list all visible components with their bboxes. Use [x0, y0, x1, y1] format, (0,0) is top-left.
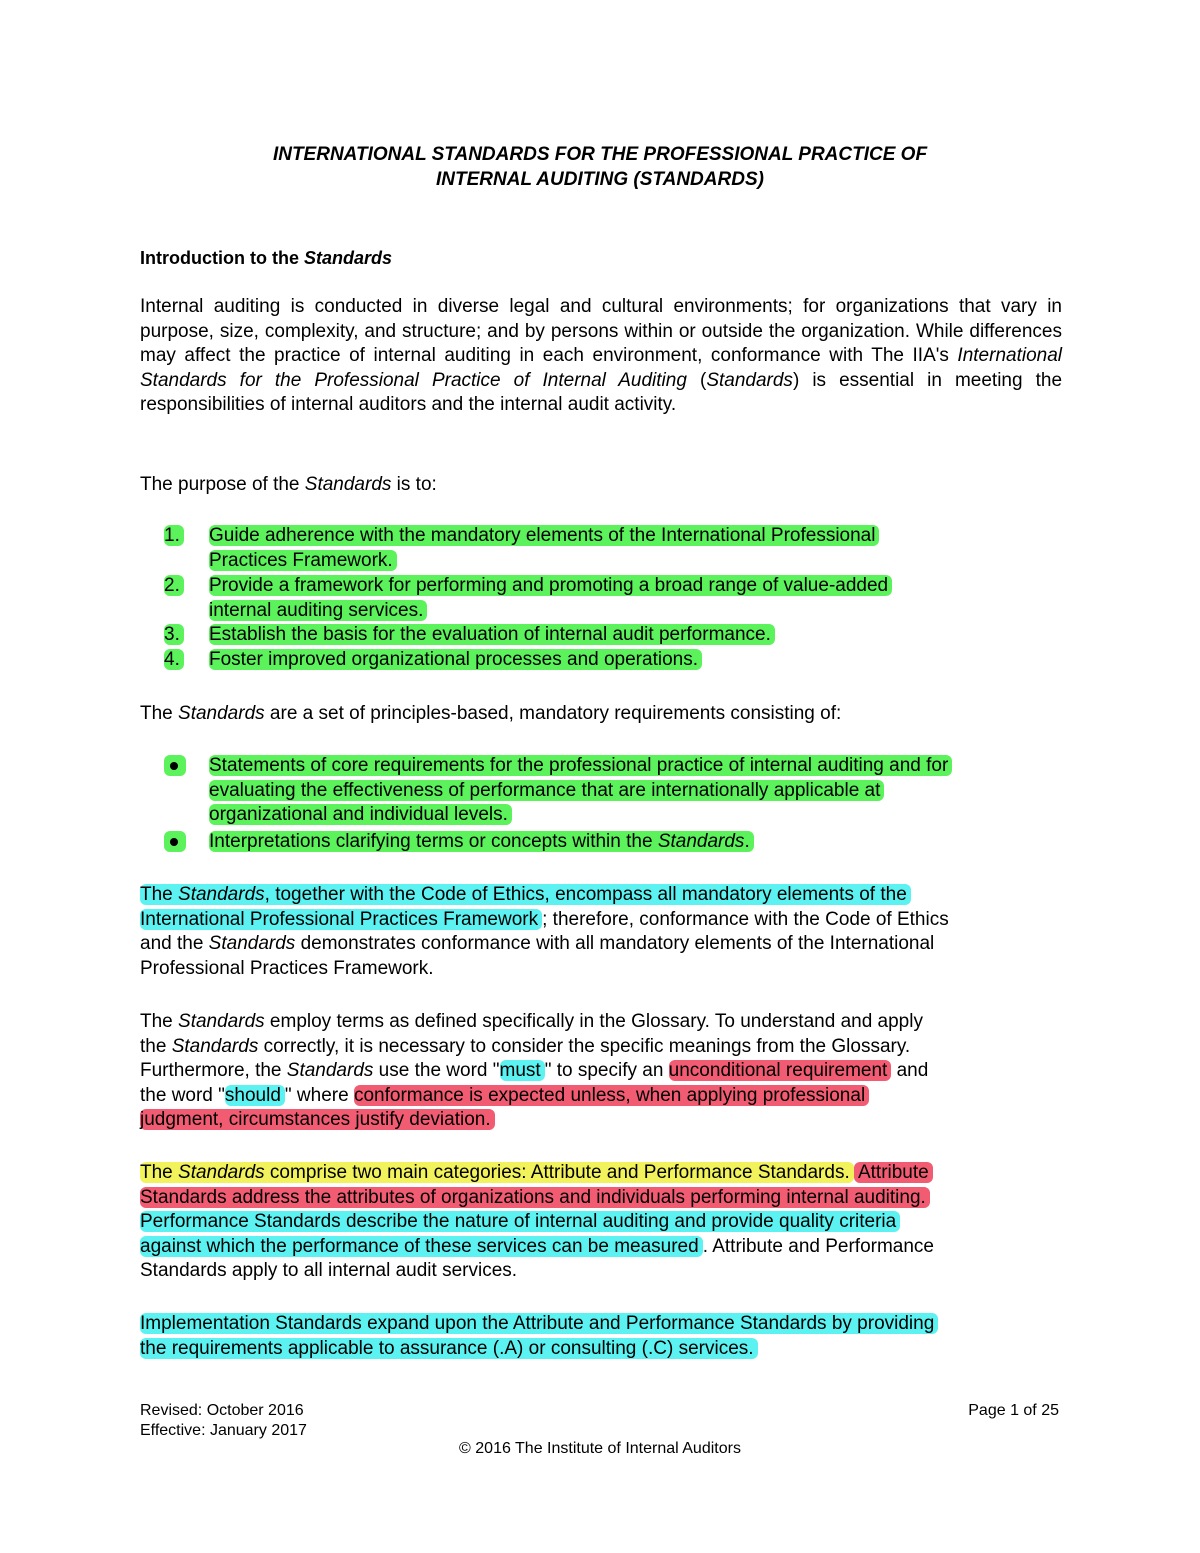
glossary-paragraph: The Standards employ terms as defined specifically in the Glossary. To understand and apply the Standards correctly, it is necessary to consider the specific meanings from the Glossary. Furthermore, the Standards use the word "must " to specify an unconditional requirement and the word "should " where conformance is expected unless, when applying professional judgment, circumstances justify deviation.: [140, 1011, 929, 1131]
list-item-text: Establish the basis for the evaluation of internal audit performance.: [209, 624, 775, 645]
list-number: 4.: [164, 649, 184, 670]
bullet-icon: [170, 838, 178, 846]
list-item-text: Practices Framework.: [209, 550, 397, 571]
list-number: 2.: [164, 575, 184, 596]
list-item-text: Statements of core requirements for the professional practice of internal auditing and for: [209, 755, 952, 776]
purpose-item-4: [164, 648, 1064, 673]
purpose-item-1: [164, 524, 1064, 573]
bullet-item-1: [164, 754, 1064, 828]
purpose-item-3: [164, 623, 1064, 648]
purpose-item-2: [164, 574, 1064, 623]
must-term: must: [500, 1060, 545, 1081]
list-item-text: internal auditing services.: [209, 600, 427, 621]
bullet-item-2: [164, 830, 1064, 855]
list-number: 3.: [164, 624, 184, 645]
list-item-text: Provide a framework for performing and promoting a broad range of value-added: [209, 575, 892, 596]
footer-revised: Revised: October 2016: [140, 1402, 304, 1419]
document-title: [0, 142, 1200, 192]
footer-page-number: Page 1 of 25: [968, 1402, 1059, 1419]
footer-effective: Effective: January 2017: [140, 1422, 307, 1439]
section-heading: Introduction to the Standards: [140, 248, 392, 268]
title-line-2: INTERNAL AUDITING (STANDARDS): [436, 169, 764, 190]
list-item-text: evaluating the effectiveness of performance that are internationally applicable at: [209, 780, 884, 801]
footer-copyright: © 2016 The Institute of Internal Auditors: [459, 1440, 741, 1457]
list-item-text: Foster improved organizational processes and operations.: [209, 649, 702, 670]
list-item-text: organizational and individual levels.: [209, 804, 512, 825]
intro-paragraph: Internal auditing is conducted in diverse legal and cultural environments; for organizations that vary in purpose, size, complexity, and structure; and by persons within or outside the organization. While differences may affect the practice of internal auditing in each environment, conformance with The IIA's International Standards for the Professional Practice of Internal Auditing (Standards) is essential in meeting the responsibilities of internal auditors and the internal audit activity.: [140, 296, 1063, 416]
bullet-icon: [170, 762, 178, 770]
title-line-1: INTERNATIONAL STANDARDS FOR THE PROFESSIONAL PRACTICE OF: [272, 144, 928, 165]
set-of-lead: The Standards are a set of principles-based, mandatory requirements consisting of:: [140, 703, 842, 724]
purpose-lead: The purpose of the Standards is to:: [140, 474, 437, 495]
code-of-ethics-paragraph: The Standards, together with the Code of Ethics, encompass all mandatory elements of the International Professional Practices Framework ; therefore, conformance with the Code of Ethics and the Standards demonstrates conformance with all mandatory elements of the International Professional Practices Framework.: [140, 884, 949, 979]
implementation-paragraph: Implementation Standards expand upon the Attribute and Performance Standards by providing the requirements applicable to assurance (.A) or consulting (.C) services.: [140, 1312, 1062, 1361]
should-term: should: [225, 1085, 285, 1106]
list-item-text: Interpretations clarifying terms or concepts within the Standards.: [209, 831, 754, 852]
categories-paragraph: The Standards comprise two main categories: Attribute and Performance Standards. Attribute Standards address the attributes of organizations and individuals performing internal auditing. Performance Standards describe the nature of internal auditing and provide quality criteria against which the performance of these services can be measured . Attribute and Performance Standards apply to all internal audit services.: [140, 1162, 934, 1282]
list-number: 1.: [164, 525, 184, 546]
list-item-text: Guide adherence with the mandatory elements of the International Professional: [209, 525, 879, 546]
